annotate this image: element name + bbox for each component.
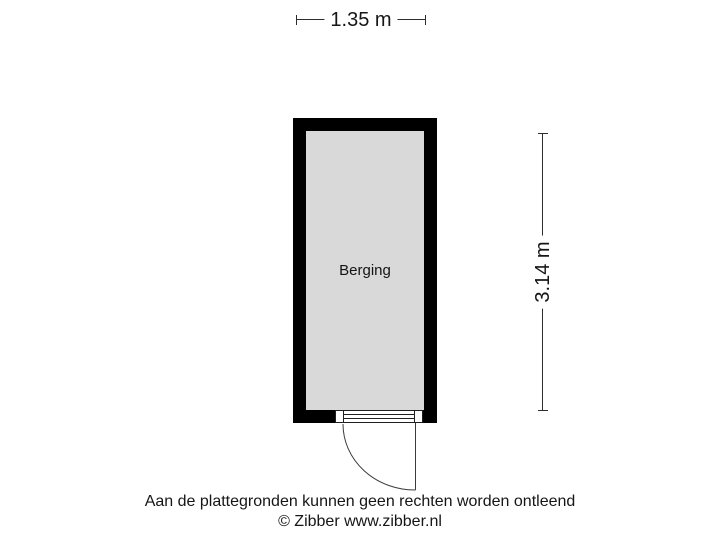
height-dimension-tick-bottom bbox=[538, 410, 548, 411]
room-floor bbox=[306, 131, 424, 410]
height-dimension-tick-top bbox=[538, 133, 548, 134]
door-jamb-right bbox=[414, 410, 423, 423]
disclaimer-text: Aan de plattegronden kunnen geen rechten worden ontleend bbox=[144, 493, 576, 510]
width-dimension-label: 1.35 m bbox=[324, 8, 397, 32]
door-jamb-left bbox=[335, 410, 344, 423]
width-dimension-tick-left bbox=[296, 15, 297, 25]
footer bbox=[0, 492, 720, 532]
door-swing-arc bbox=[335, 423, 425, 495]
copyright-text: © Zibber www.zibber.nl bbox=[278, 513, 442, 530]
width-dimension-tick-right bbox=[425, 15, 426, 25]
room-label: Berging bbox=[339, 262, 391, 279]
room-walls bbox=[293, 118, 437, 423]
door-threshold bbox=[344, 410, 414, 423]
height-dimension-label: 3.14 m bbox=[531, 235, 555, 308]
door-opening bbox=[335, 410, 423, 423]
